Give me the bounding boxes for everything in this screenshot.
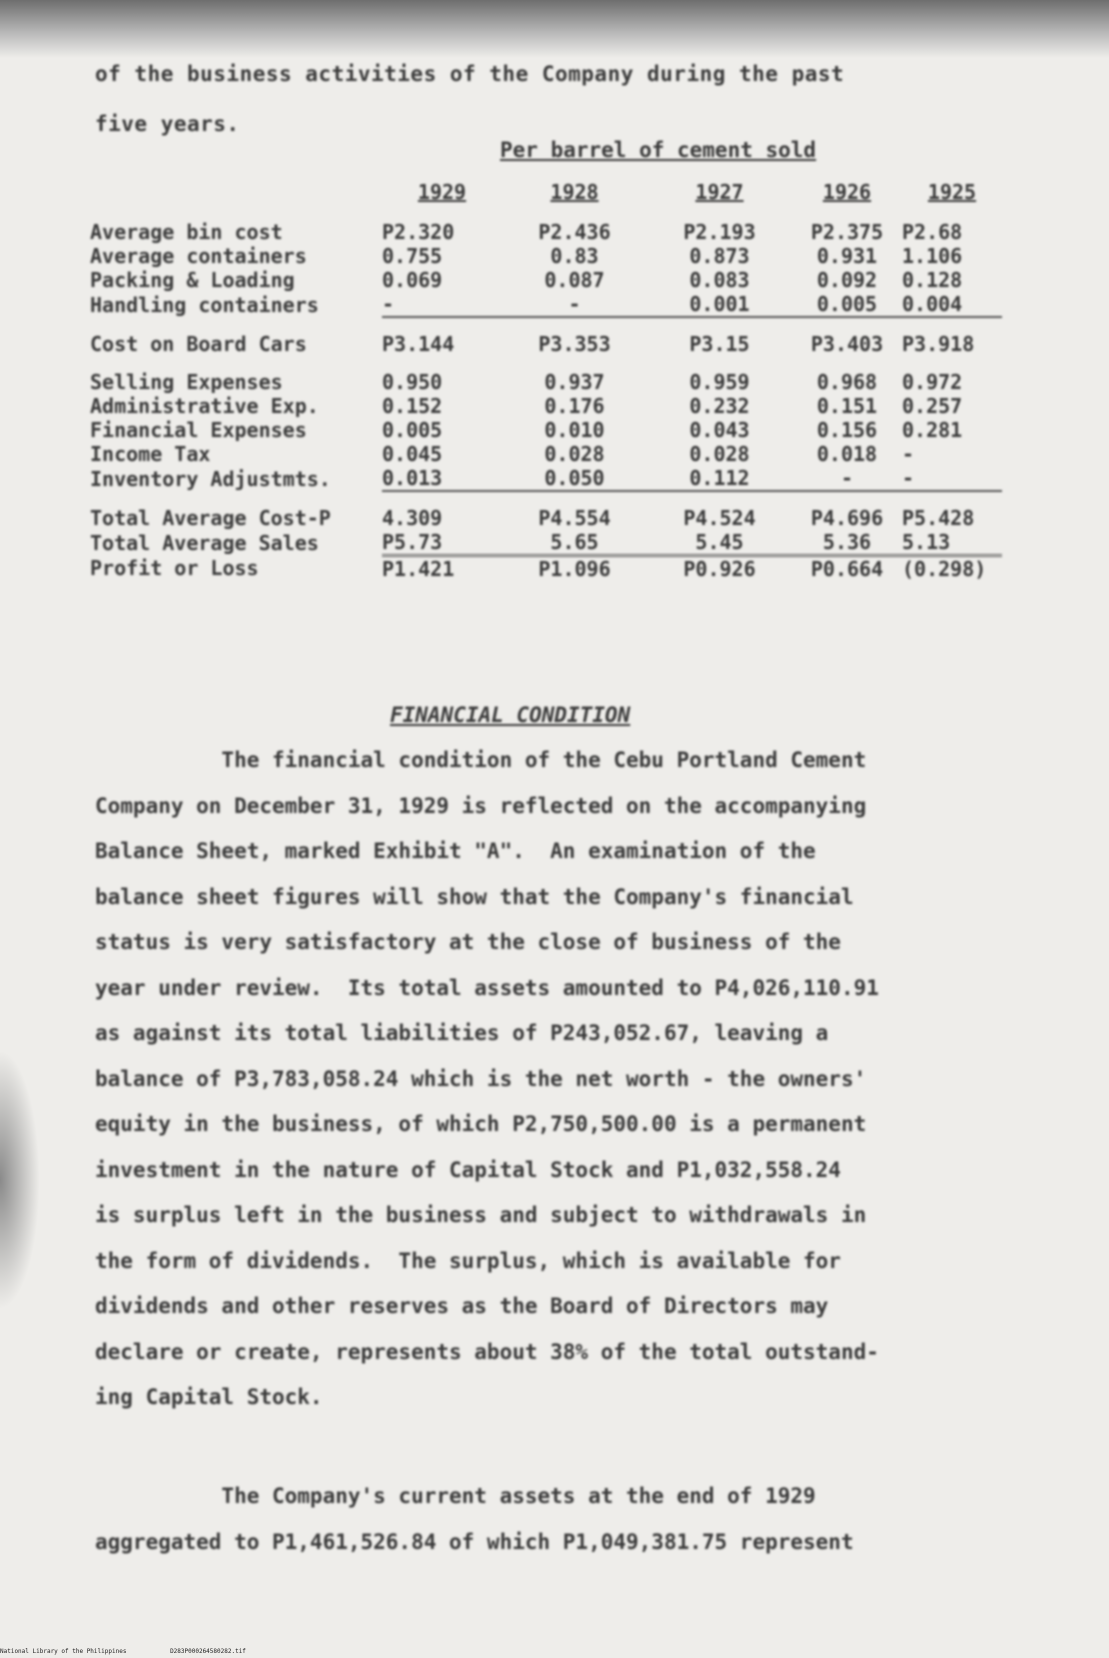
row-value: (0.298) [902, 557, 987, 581]
paragraph-line: aggregated to P1,461,526.84 of which P1,049,381.75 represent [95, 1530, 854, 1554]
paragraph-line: The financial condition of the Cebu Portland Cement [95, 748, 867, 772]
row-value: P2.193 [683, 220, 756, 244]
footer-file: D283P000264580282.tif [170, 1648, 246, 1655]
row-value: 0.156 [816, 418, 878, 442]
row-value: 0.083 [689, 268, 750, 292]
row-label: Handling containers [90, 292, 319, 317]
table-row [90, 442, 1002, 466]
row-value: - [902, 442, 915, 466]
table-row [90, 556, 1002, 582]
paragraph-line: investment in the nature of Capital Stock and P1,032,558.24 [95, 1157, 841, 1182]
table-row [90, 530, 1002, 556]
table-body [90, 220, 1002, 581]
row-value: 5.13 [902, 530, 1002, 556]
row-value: 0.931 [816, 244, 878, 268]
row-value: 0.045 [382, 442, 443, 466]
year-header: 1927 [695, 180, 744, 204]
paragraph-line: declare or create, represents about 38% of the total outstand- [95, 1339, 879, 1364]
cost-table [90, 180, 1002, 581]
row-value: 0.001 [647, 292, 792, 317]
row-value: 0.281 [902, 418, 963, 442]
table-header-row [90, 180, 1002, 220]
intro-line-2: five years. [95, 112, 240, 136]
row-value: 0.050 [502, 466, 647, 491]
row-value: P2.375 [810, 220, 884, 244]
year-header: 1928 [550, 180, 599, 204]
paragraph-line: Company on December 31, 1929 is reflected on the accompanying [95, 793, 867, 818]
row-value: 0.069 [382, 268, 443, 292]
row-label: Financial Expenses [90, 418, 307, 442]
paragraph-line: Balance Sheet, marked Exhibit "A". An examination of the [95, 839, 816, 863]
row-value: P3.353 [538, 332, 611, 356]
row-value: P0.664 [810, 557, 884, 581]
row-value: 0.043 [689, 418, 750, 442]
row-value: P5.428 [902, 506, 975, 530]
paragraph-line: balance sheet figures will show that the Company's financial [95, 884, 854, 909]
row-value: P2.320 [382, 220, 455, 244]
table-row [90, 356, 1002, 394]
table-row [90, 418, 1002, 442]
row-value: P4.524 [683, 506, 756, 530]
paragraph-line: dividends and other reserves as the Board of Directors may [95, 1294, 829, 1318]
table-row [90, 220, 1002, 244]
row-value: 1.106 [902, 244, 963, 268]
row-value: 0.152 [382, 394, 443, 418]
row-value: 0.112 [647, 466, 792, 491]
row-value: 5.36 [792, 530, 902, 556]
footer-library: National Library of the Philippines [0, 1648, 127, 1655]
row-value: 0.968 [816, 370, 878, 394]
paragraph-line: status is very satisfactory at the close of business of the [95, 930, 841, 954]
year-header: 1925 [927, 180, 977, 204]
row-value: P3.15 [689, 332, 750, 356]
row-value: 0.83 [550, 244, 599, 268]
row-value: 5.45 [647, 530, 792, 556]
row-value: P4.554 [538, 506, 611, 530]
row-value: 0.005 [792, 292, 902, 317]
row-value: 0.005 [382, 418, 443, 442]
table-row [90, 466, 1002, 491]
row-value: P2.436 [538, 220, 611, 244]
row-label: Inventory Adjustmts. [90, 466, 331, 491]
row-value: P5.73 [382, 530, 502, 556]
row-value: P3.144 [382, 332, 455, 356]
row-value: 0.232 [689, 394, 750, 418]
row-label: Cost on Board Cars [90, 331, 307, 356]
row-label: Total Average Sales [90, 530, 319, 555]
row-value: 0.128 [902, 268, 963, 292]
row-value: 0.972 [902, 370, 963, 394]
row-value: P3.918 [902, 332, 975, 356]
row-value: 0.092 [816, 268, 878, 292]
row-label: Income Tax [90, 442, 211, 466]
row-value: - [902, 466, 1002, 491]
row-value: P4.696 [810, 506, 884, 530]
row-value: P1.421 [382, 557, 455, 581]
year-header: 1926 [822, 180, 872, 204]
row-value: P0.926 [683, 557, 756, 581]
paragraph-line: the form of dividends. The surplus, which is available for [95, 1248, 841, 1273]
paragraph-line: The Company's current assets at the end of 1929 [95, 1484, 816, 1508]
row-value: 0.950 [382, 370, 443, 394]
table-header-blank [90, 180, 382, 220]
paragraph-line: as against its total liabilities of P243,052.67, leaving a [95, 1021, 829, 1045]
row-value: P3.403 [810, 332, 884, 356]
row-value: 0.010 [544, 418, 605, 442]
row-value: 0.004 [902, 292, 1002, 317]
row-label: Profit or Loss [90, 556, 259, 581]
row-value: 0.257 [902, 394, 963, 418]
row-label: Total Average Cost-P [90, 505, 331, 530]
paragraph-line: equity in the business, of which P2,750,500.00 is a permanent [95, 1112, 867, 1136]
row-value: 0.755 [382, 244, 443, 268]
table-row [90, 317, 1002, 356]
table-row [90, 491, 1002, 530]
row-value: 0.028 [544, 442, 605, 466]
row-value: 0.018 [816, 442, 878, 466]
row-label: Average bin cost [90, 220, 283, 244]
row-value: 0.937 [544, 370, 605, 394]
paragraph-line: is surplus left in the business and subject to withdrawals in [95, 1203, 867, 1227]
row-label: Average containers [90, 244, 307, 268]
table-caption: Per barrel of cement sold [500, 138, 817, 162]
row-value: 4.309 [382, 506, 443, 530]
row-value: 0.151 [816, 394, 878, 418]
scan-footer [0, 1648, 286, 1655]
row-label: Packing & Loading [90, 268, 295, 292]
row-value: 0.873 [689, 244, 750, 268]
row-value: P1.096 [538, 557, 611, 581]
intro-line-1: of the business activities of the Company during the past [95, 62, 845, 86]
paragraph-line: ing Capital Stock. [95, 1385, 323, 1409]
row-value: - [502, 292, 647, 317]
row-value: - [792, 466, 902, 491]
row-value: 0.959 [689, 370, 750, 394]
section-title: FINANCIAL CONDITION [390, 703, 631, 727]
table-row [90, 292, 1002, 317]
row-value: 0.087 [544, 268, 605, 292]
row-label: Administrative Exp. [90, 394, 319, 418]
row-value: 5.65 [502, 530, 647, 556]
paragraph-line: balance of P3,783,058.24 which is the net worth - the owners' [95, 1066, 867, 1091]
row-value: - [382, 292, 502, 317]
row-value: 0.028 [689, 442, 750, 466]
row-value: 0.013 [382, 466, 502, 491]
table-row [90, 394, 1002, 418]
table-row [90, 268, 1002, 292]
row-value: P2.68 [902, 220, 963, 244]
row-label: Selling Expenses [90, 370, 283, 394]
paragraph-line: year under review. Its total assets amounted to P4,026,110.91 [95, 975, 879, 1000]
year-header: 1929 [417, 180, 467, 204]
row-value: 0.176 [544, 394, 605, 418]
table-row [90, 244, 1002, 268]
